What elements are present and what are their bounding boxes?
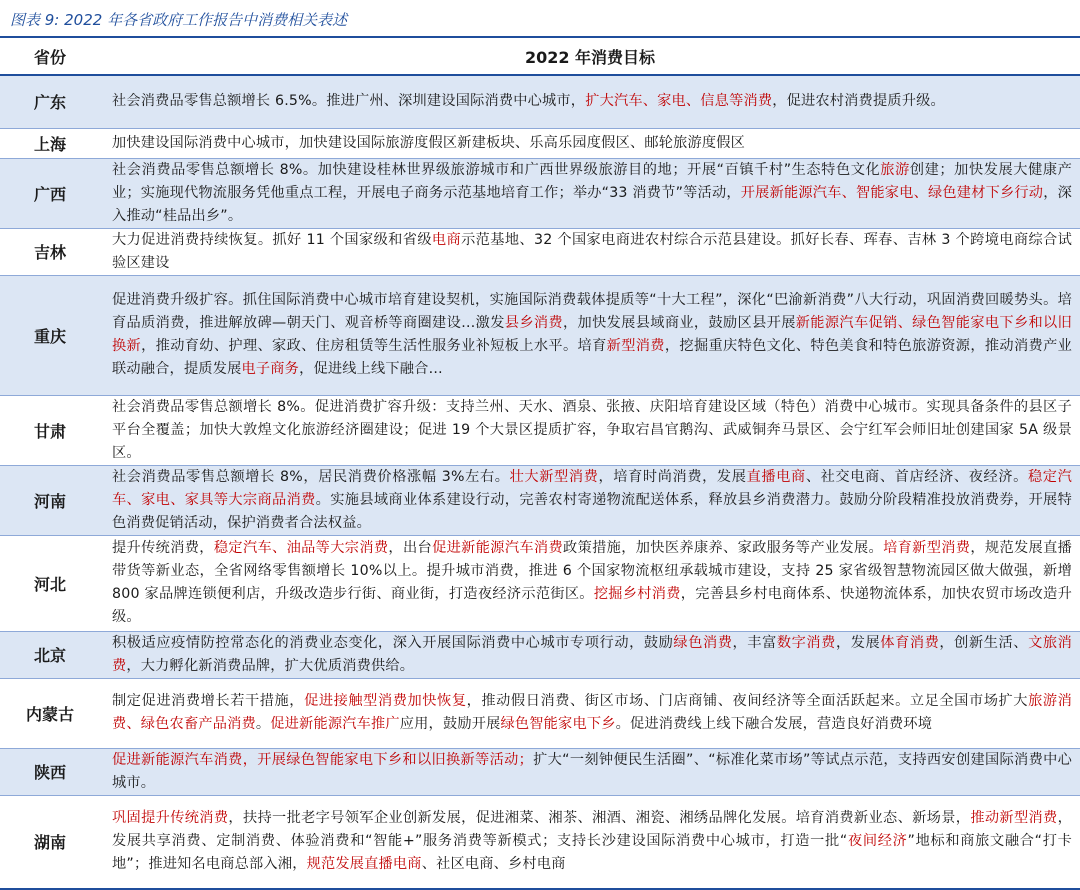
highlighted-text: 壮大新型消费 bbox=[509, 468, 599, 485]
description-text: ，完善县乡村电商体系、快递物流体系，加快农贸市场改造升级。 bbox=[112, 586, 1073, 625]
description-text: ”地标和商旅文融合“打卡地”；推进知名电商总部入湘， bbox=[112, 833, 1072, 873]
description-text: ，丰富 bbox=[732, 634, 777, 651]
table-row bbox=[0, 795, 1080, 889]
highlighted-text: 巩固提升传统消费 bbox=[112, 810, 229, 827]
table-row bbox=[0, 748, 1080, 795]
target-description-cell bbox=[100, 228, 1080, 275]
highlighted-text: 旅游 bbox=[880, 161, 910, 178]
table-row bbox=[0, 128, 1080, 158]
target-description-cell bbox=[100, 748, 1080, 795]
table-row bbox=[0, 678, 1080, 748]
province-cell: 河南 bbox=[0, 465, 100, 535]
target-description-cell bbox=[100, 158, 1080, 228]
highlighted-text: 县乡消费 bbox=[504, 315, 563, 331]
table-row bbox=[0, 75, 1080, 128]
description-text: ，出台 bbox=[388, 540, 433, 556]
table-row bbox=[0, 275, 1080, 395]
description-text: 积极适应疫情防控常态化的消费业态变化，深入开展国际消费中心城市专项行动，鼓励 bbox=[112, 634, 674, 651]
description-text: 。促进消费线上线下融合发展，营造良好消费环境 bbox=[615, 716, 933, 732]
header-target: 2022 年消费目标 bbox=[100, 37, 1080, 75]
description-text: 、社交电商、首店经济、夜经济。 bbox=[805, 468, 1028, 485]
description-text: ，推动假日消费、街区市场、门店商铺、夜间经济等全面活跃起来。立足全国市场扩大 bbox=[466, 693, 1029, 709]
header-row bbox=[0, 37, 1080, 75]
consumption-targets-table bbox=[0, 36, 1080, 890]
province-cell: 上海 bbox=[0, 128, 100, 158]
highlighted-text: 电商 bbox=[431, 231, 462, 248]
description-text: 应用，鼓励开展 bbox=[399, 716, 501, 732]
highlighted-text: 稳定汽车、家电、家具等大宗商品消费 bbox=[112, 468, 1072, 508]
description-text: 社会消费品零售总额增长 8%。加快建设桂林世界级旅游城市和广西世界级旅游目的地；开展“百镇千村”生态特色文化 bbox=[112, 161, 881, 178]
highlighted-text: 扩大汽车、家电、信息等消费 bbox=[585, 93, 773, 110]
province-cell: 吉林 bbox=[0, 228, 100, 275]
highlighted-text: 培育新型消费 bbox=[883, 540, 971, 556]
description-text: ，加快发展县域商业，鼓励区县开展 bbox=[562, 315, 796, 331]
highlighted-text: 规范发展直播电商 bbox=[306, 856, 422, 873]
target-description-cell bbox=[100, 75, 1080, 128]
description-text: ，促进线上线下融合… bbox=[299, 361, 443, 377]
highlighted-text: 促进新能源汽车推广 bbox=[270, 716, 400, 732]
description-text: 创建；加快发展大健康产业；实施现代物流服务凭他重点工程，开展电子商务示范基地培育工作；举办“33 消费节”等活动， bbox=[112, 161, 1073, 201]
table-row bbox=[0, 631, 1080, 678]
description-text: 扩大“一刻钟便民生活圈”、“标准化菜市场”等试点示范，支持西安创建国际消费中心城市。 bbox=[112, 751, 1072, 791]
description-text: 促进消费升级扩容。抓住国际消费中心城市培育建设契机，实施国际消费载体提质等“十大工程”，深化“巴渝新消费”八大行动，巩固消费回暖势头。培育品质消费，推进解放碑—朝天门、观音桥等商圈建设…激发 bbox=[112, 292, 1072, 331]
highlighted-text: 旅游消费、绿色农畜产品消费 bbox=[112, 693, 1072, 732]
highlighted-text: 文旅消费 bbox=[112, 634, 1072, 674]
figure-caption: 图表 9: 2022 年各省政府工作报告中消费相关表述 bbox=[10, 11, 348, 29]
table-row bbox=[0, 228, 1080, 275]
highlighted-text: 体育消费 bbox=[880, 634, 940, 651]
description-text: 社会消费品零售总额增长 6.5%。推进广州、深圳建设国际消费中心城市， bbox=[112, 93, 586, 110]
province-cell: 甘肃 bbox=[0, 395, 100, 465]
description-text: 、社区电商、乡村电商 bbox=[421, 856, 566, 873]
description-text: ，规范发展直播带货等新业态，全省网络零售额增长 10%以上。提升城市消费，推进 6 个国家物流枢纽承载城市建设，支持 25 家省级智慧物流园区做大做强，新增 800 家品牌连锁便利店，升级改造步行街、商业街，打造夜经济示范街区。 bbox=[112, 540, 1073, 602]
description-text: 社会消费品零售总额增长 8%，居民消费价格涨幅 3%左右。 bbox=[112, 468, 510, 485]
highlighted-text: 推动新型消费 bbox=[970, 810, 1058, 827]
highlighted-text: 数字消费 bbox=[776, 634, 836, 651]
highlighted-text: 稳定汽车、油品等大宗消费 bbox=[213, 540, 389, 556]
highlighted-text: 促进新能源汽车消费，开展绿色智能家电下乡和以旧换新等活动； bbox=[112, 751, 533, 768]
highlighted-text: 新能源汽车促销、绿色智能家电下乡和以旧换新 bbox=[112, 315, 1072, 354]
highlighted-text: 绿色智能家电下乡 bbox=[500, 716, 616, 732]
description-text: ，促进农村消费提质升级。 bbox=[772, 93, 945, 110]
description-text: ，挖掘重庆特色文化、特色美食和特色旅游资源，推动消费产业联动融合，提质发展 bbox=[112, 338, 1073, 377]
table-row bbox=[0, 395, 1080, 465]
description-text: ，推动育幼、护理、家政、住房租赁等生活性服务业补短板上水平。培育 bbox=[141, 338, 607, 354]
target-description-cell bbox=[100, 795, 1080, 889]
highlighted-text: 电子商务 bbox=[241, 361, 300, 377]
target-description-cell bbox=[100, 465, 1080, 535]
province-cell: 内蒙古 bbox=[0, 678, 100, 748]
description-text: ，深入推动“桂品出乡”。 bbox=[112, 184, 1072, 224]
description-text: 政策措施，加快医养康养、家政服务等产业发展。 bbox=[563, 540, 884, 556]
description-text: 制定促进消费增长若干措施， bbox=[112, 693, 305, 709]
province-cell: 重庆 bbox=[0, 275, 100, 395]
description-text: 加快建设国际消费中心城市，加快建设国际旅游度假区新建板块、乐高乐园度假区、邮轮旅游度假区 bbox=[112, 134, 746, 151]
consumption-table-container bbox=[0, 36, 1080, 890]
highlighted-text: 新型消费 bbox=[606, 338, 665, 354]
description-text: 大力促进消费持续恢复。抓好 11 个国家级和省级 bbox=[112, 231, 432, 248]
target-description-cell bbox=[100, 275, 1080, 395]
target-description-cell bbox=[100, 395, 1080, 465]
description-text: 。 bbox=[255, 716, 271, 732]
description-text: ，发展 bbox=[835, 634, 881, 651]
description-text: ，创新生活、 bbox=[939, 634, 1029, 651]
province-cell: 河北 bbox=[0, 535, 100, 631]
target-description-cell bbox=[100, 535, 1080, 631]
description-text: ，扶持一批老字号领军企业创新发展，促进湘菜、湘茶、湘酒、湘瓷、湘绣品牌化发展。培育消费新业态、新场景， bbox=[228, 810, 971, 827]
highlighted-text: 夜间经济 bbox=[847, 833, 908, 850]
target-description-cell bbox=[100, 678, 1080, 748]
description-text: 。实施县域商业体系建设行动，完善农村寄递物流配送体系，释放县乡消费潜力。鼓励分阶段精准投放消费券，开展特色消费促销活动，保护消费者合法权益。 bbox=[112, 491, 1072, 531]
province-cell: 陕西 bbox=[0, 748, 100, 795]
target-description-cell bbox=[100, 631, 1080, 678]
highlighted-text: 挖掘乡村消费 bbox=[593, 586, 681, 602]
highlighted-text: 开展新能源汽车、智能家电、绿色建材下乡行动 bbox=[740, 184, 1044, 201]
description-text: ，发展共享消费、定制消费、体验消费和“智能+”服务消费等新模式；支持长沙建设国际消费中心城市，打造一批“ bbox=[112, 810, 1072, 850]
province-cell: 广东 bbox=[0, 75, 100, 128]
table-header bbox=[0, 37, 1080, 75]
province-cell: 湖南 bbox=[0, 795, 100, 889]
description-text: 社会消费品零售总额增长 8%。促进消费扩容升级：支持兰州、天水、酒泉、张掖、庆阳培育建设区域（特色）消费中心城市。实现具备条件的县区子平台全覆盖；加快大敦煌文化旅游经济圈建设；促进 19 个大景区提质扩容，争取宕昌官鹅沟、武威铜奔马景区、会宁红军会师旧址创建国家 5A 级景区。 bbox=[112, 398, 1072, 461]
table-row bbox=[0, 465, 1080, 535]
highlighted-text: 促进接触型消费加快恢复 bbox=[304, 693, 467, 709]
table-row bbox=[0, 158, 1080, 228]
province-cell: 北京 bbox=[0, 631, 100, 678]
highlighted-text: 促进新能源汽车消费 bbox=[432, 540, 564, 556]
description-text: ，培育时尚消费，发展 bbox=[598, 468, 747, 485]
description-text: 示范基地、32 个国家电商进农村综合示范县建设。抓好长春、珲春、吉林 3 个跨境电商综合试验区建设 bbox=[112, 231, 1073, 271]
highlighted-text: 直播电商 bbox=[746, 468, 806, 485]
target-description-cell bbox=[100, 128, 1080, 158]
table-body bbox=[0, 75, 1080, 889]
province-cell: 广西 bbox=[0, 158, 100, 228]
description-text: ，大力孵化新消费品牌，扩大优质消费供给。 bbox=[126, 657, 415, 674]
header-province: 省份 bbox=[0, 37, 100, 75]
description-text: 提升传统消费， bbox=[112, 540, 214, 556]
table-row bbox=[0, 535, 1080, 631]
highlighted-text: 绿色消费 bbox=[673, 634, 733, 651]
